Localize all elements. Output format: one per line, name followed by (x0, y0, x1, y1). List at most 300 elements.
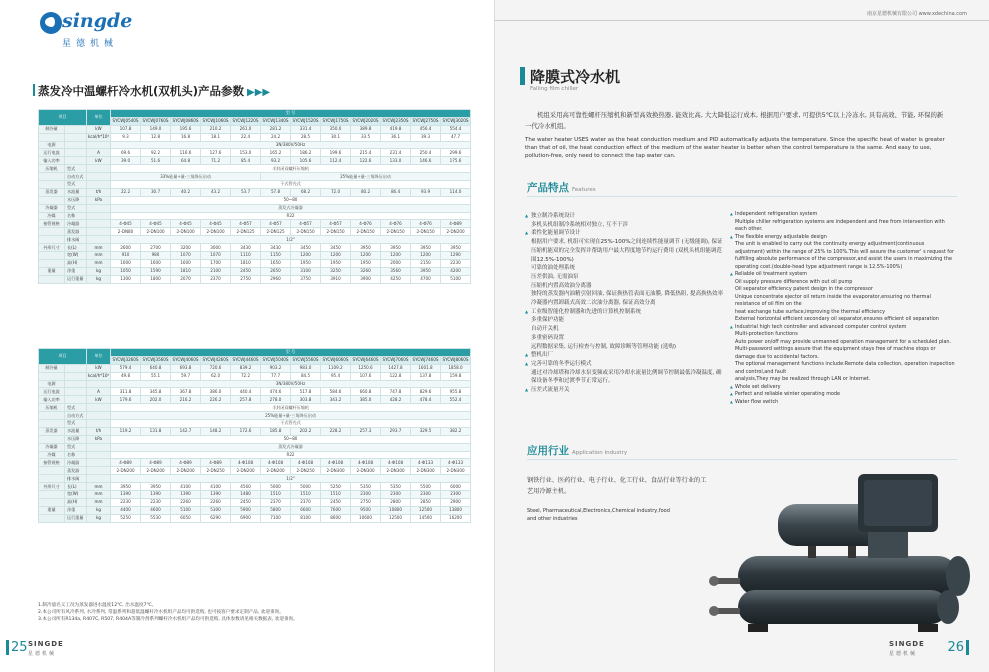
value-cell: 331.4 (291, 125, 321, 133)
value-cell: 1510 (321, 491, 351, 499)
value-cell: 2370 (261, 498, 291, 506)
value-cell: 5000 (261, 483, 291, 491)
feature-item: Oil separator efficiency patent design in the compressor (735, 286, 873, 292)
value-cell: 389.8 (351, 125, 381, 133)
value-cell: 57.8 (261, 188, 291, 196)
value-cell: 69.6 (111, 149, 141, 157)
value-cell: 2000 (381, 259, 411, 267)
value-cell: 210.2 (201, 125, 231, 133)
row-section (39, 435, 65, 443)
value-cell: 7600 (321, 506, 351, 514)
value-cell: 2-DN100 (171, 228, 201, 236)
value-cell: 2-DN150 (321, 228, 351, 236)
value-cell: 5000 (291, 483, 321, 491)
row-label: 长(L) (65, 244, 87, 252)
row-section: 输入功率 (39, 396, 65, 404)
value-cell: 36.1 (381, 133, 411, 141)
logo-text: singde (62, 10, 133, 32)
value-cell: 4-Φ108 (381, 459, 411, 467)
table-row (39, 141, 471, 149)
value-cell: 2-DN150 (411, 228, 441, 236)
value-cell: 1200 (351, 252, 381, 260)
model-cell: SYCWJ2350S (382, 118, 409, 124)
model-cell: SYCWJ1060S (202, 118, 229, 124)
row-label: 排水阀 (65, 475, 87, 483)
value-cell: 329.5 (411, 427, 441, 435)
value-cell: 2750 (231, 275, 261, 283)
value-cell: 5800 (261, 506, 291, 514)
row-unit (87, 212, 111, 220)
value-cell: 2260 (171, 498, 201, 506)
row-unit: mm (87, 491, 111, 499)
row-label: 名称 (65, 451, 87, 459)
value-cell: 4400 (111, 506, 141, 514)
table-row (39, 244, 471, 252)
value-cell: 12500 (411, 506, 441, 514)
value-cell: 77.7 (261, 372, 291, 380)
table-row (39, 427, 471, 435)
logo-cn-text: 星德机械 (62, 39, 119, 49)
value-cell: 1200 (321, 252, 351, 260)
row-section (39, 196, 65, 204)
table-header-row (39, 349, 471, 357)
value-cell: 3910 (321, 275, 351, 283)
value-cell: 4-Φ45 (171, 220, 201, 228)
right-page (495, 0, 989, 672)
value-cell: 95.4 (321, 372, 351, 380)
value-cell: 2-DN200 (141, 467, 171, 475)
value-cell: 12.8 (141, 133, 171, 141)
row-unit: t/h (87, 427, 111, 435)
table-row (39, 388, 471, 396)
value-cell: 33.5 (351, 133, 381, 141)
table-row (39, 443, 471, 451)
row-unit (87, 467, 111, 475)
model-cell: SYCWJ0760S (142, 118, 169, 124)
value-cell: 5350 (381, 483, 411, 491)
table-row (39, 220, 471, 228)
value-cell: 226.2 (201, 396, 231, 404)
value-cell: 4560 (231, 483, 261, 491)
value-cell: 1050 (111, 267, 141, 275)
product-title: 降膜式冷水机 (530, 68, 621, 86)
model-cell: SYCWJ3260S (112, 357, 139, 363)
value-cell: 3560 (381, 267, 411, 275)
value-cell: 12500 (381, 514, 411, 522)
value-cell: 2-DN150 (381, 228, 411, 236)
table-row (39, 165, 471, 173)
value-cell: 84.5 (291, 372, 321, 380)
value-cell: 5250 (111, 514, 141, 522)
value-cell: 3250 (321, 267, 351, 275)
value-cell: 2-DN200 (441, 228, 471, 236)
row-unit (87, 420, 111, 428)
spec-table-1 (38, 109, 471, 284)
row-label: 宽(W) (65, 491, 87, 499)
value-cell: 85.4 (231, 157, 261, 165)
row-unit: mm (87, 498, 111, 506)
value-cell: 2-DN200 (171, 467, 201, 475)
row-section (39, 181, 65, 189)
row-label: 型式 (65, 204, 87, 212)
value-cell: 1800 (141, 275, 171, 283)
table-row (39, 404, 471, 412)
row-unit (87, 459, 111, 467)
value-cell: 1510 (261, 491, 291, 499)
application-text-en: Steel, Pharmaceutical,Electronics,Chemical industry,food and other industries (527, 508, 670, 522)
value-cell: 552.4 (441, 396, 471, 404)
row-unit (87, 228, 111, 236)
value-cell: 195.6 (171, 125, 201, 133)
feature-title: ▲ 工业级智能化控制器和先进的计算机控制系统 (525, 308, 725, 317)
value-cell: 72.0 (321, 188, 351, 196)
value-cell: 839.2 (231, 364, 261, 372)
value-cell: 1/2" (111, 475, 471, 483)
row-unit: A (87, 388, 111, 396)
row-label: 名称 (65, 212, 87, 220)
feature-title: ▲ Water flow switch (730, 399, 955, 407)
value-cell: 1600 (111, 259, 141, 267)
value-cell: 4100 (201, 483, 231, 491)
value-cell: 2230 (111, 498, 141, 506)
features-rule (527, 196, 957, 197)
value-cell: 51.6 (141, 157, 171, 165)
value-cell: 474.6 (261, 388, 291, 396)
row-label (65, 372, 87, 380)
value-cell: 1070 (201, 252, 231, 260)
value-cell: 2-DN80 (111, 228, 141, 236)
table-row (39, 498, 471, 506)
feature-item: 多重保护功能 (531, 317, 565, 324)
value-cell: 蒸发式冷凝器 (111, 443, 471, 451)
value-cell: 1600 (141, 259, 171, 267)
value-cell: 4-Φ89 (141, 459, 171, 467)
value-cell: 2450 (231, 267, 261, 275)
table-row (39, 459, 471, 467)
value-cell: 62.0 (201, 372, 231, 380)
row-label: 自动方式 (65, 173, 87, 181)
value-cell: 955.8 (441, 388, 471, 396)
value-cell: 216.2 (171, 396, 201, 404)
value-cell: 92.2 (141, 149, 171, 157)
row-unit: kW (87, 157, 111, 165)
value-cell: 172.6 (231, 427, 261, 435)
table-row (39, 204, 471, 212)
feature-item: Multi-protection functions (735, 331, 798, 337)
value-cell: 4-Φ108 (351, 459, 381, 467)
feature-item: Oil supply pressure difference with out oil pump (735, 278, 853, 285)
row-unit (87, 443, 111, 451)
value-cell: 2650 (261, 267, 291, 275)
value-cell: 165.2 (261, 149, 291, 157)
value-cell: 980 (141, 252, 171, 260)
table-row (39, 483, 471, 491)
row-label: 排水阀 (65, 236, 87, 244)
value-cell: 4-Φ133 (441, 459, 471, 467)
row-unit (87, 165, 111, 173)
value-cell: 3950 (351, 244, 381, 252)
value-cell: 2-DN300 (411, 467, 441, 475)
value-cell: 2300 (381, 491, 411, 499)
value-cell: 4100 (171, 483, 201, 491)
feature-item: analysis,They may be realized through LAN or Internet. (735, 376, 871, 382)
model-cell: SYCWJ3020S (442, 118, 469, 124)
row-unit: mm (87, 252, 111, 260)
row-section (39, 498, 65, 506)
value-cell: 4-Φ108 (231, 459, 261, 467)
value-cell: 2-DN300 (441, 467, 471, 475)
value-cell: 93.9 (411, 188, 441, 196)
row-unit: kg (87, 267, 111, 275)
row-unit: kg (87, 506, 111, 514)
row-section (39, 514, 65, 522)
value-cell: 116.6 (171, 149, 201, 157)
header-rule (495, 20, 989, 21)
feature-title: ▲ Whole set delivery (730, 384, 955, 392)
row-unit: kPa (87, 435, 111, 443)
value-cell: 5350 (351, 483, 381, 491)
value-cell: 6900 (231, 514, 261, 522)
value-cell: 4-Φ89 (171, 459, 201, 467)
row-section (39, 372, 65, 380)
value-cell: 640.8 (141, 364, 171, 372)
feature-item: 可靠的油处理系统 (531, 265, 576, 272)
value-cell: 16200 (441, 514, 471, 522)
value-cell: 2850 (411, 498, 441, 506)
row-section: 外形尺寸 (39, 483, 65, 491)
value-cell: 1427.8 (381, 364, 411, 372)
value-cell: 6050 (171, 514, 201, 522)
value-cell: 5900 (231, 506, 261, 514)
value-cell: 554.4 (441, 125, 471, 133)
page-number: 25 (6, 640, 28, 655)
row-label: 运行重量 (65, 275, 87, 283)
row-label: 运行重量 (65, 514, 87, 522)
value-cell: 8600 (321, 514, 351, 522)
value-cell: 9500 (351, 506, 381, 514)
row-unit (87, 236, 111, 244)
value-cell: 3950 (411, 244, 441, 252)
value-cell: 693.8 (171, 364, 201, 372)
row-label: 水流量 (65, 427, 87, 435)
value-cell: 24.2 (261, 133, 291, 141)
table-row (39, 451, 471, 459)
footnotes (38, 602, 298, 623)
value-cell: 137.8 (411, 372, 441, 380)
value-cell: 2-DN100 (141, 228, 171, 236)
value-cell: 112.4 (321, 157, 351, 165)
value-cell: 1200 (411, 252, 441, 260)
feature-item: 根据用户要求, 机组可实现在25%-100%之间连续性能量调节 (无级能调), 保证压缩机能双的完全发挥并帮助用户最大程度地节约运行费用 (双机头机组能调范围12.5%-100%) (531, 239, 723, 263)
feature-title: ▲ 柔性化能量调节设计 (525, 229, 725, 238)
feature-title: ▲ Reliable oil treatment system (730, 271, 955, 279)
feature-title: ▲ The flexible energy adjustable design (730, 234, 955, 242)
value-cell: 114.0 (441, 188, 471, 196)
feature-title: ▲ 完善可靠的冬季运行模式 (525, 360, 725, 369)
row-unit: kcal/h*10³ (87, 373, 110, 379)
row-unit (87, 204, 111, 212)
value-cell: 1650 (261, 259, 291, 267)
row-unit (87, 412, 111, 420)
model-cell: SYCWJ1340S (262, 118, 289, 124)
value-cell: 5300 (201, 506, 231, 514)
value-cell: 4250 (381, 275, 411, 283)
features-list-en (730, 211, 955, 406)
row-section (39, 173, 65, 181)
row-section: 外形尺寸 (39, 244, 65, 252)
row-section: 接管规格 (39, 459, 65, 467)
value-cell: 1390 (111, 491, 141, 499)
value-cell: 1300 (111, 275, 141, 283)
row-unit (87, 451, 111, 459)
value-cell: 2300 (411, 491, 441, 499)
value-cell: 8100 (291, 514, 321, 522)
header-project: 项目 (39, 349, 87, 365)
value-cell: 80.2 (351, 188, 381, 196)
model-cell: SYCWJ2750S (412, 118, 439, 124)
value-cell: 2300 (351, 491, 381, 499)
feature-title: ▲ Perfect and reliable winter operating mode (730, 391, 955, 399)
table-row (39, 364, 471, 372)
value-cell: 4-Φ57 (321, 220, 351, 228)
value-cell: 25%能量+量-三角降压启动 (261, 173, 471, 181)
value-cell: R22 (111, 212, 471, 220)
value-cell: 4-Φ45 (141, 220, 171, 228)
model-cell: SYCWJ7060S (382, 357, 409, 363)
table-row (39, 212, 471, 220)
row-section: 运行电流 (39, 149, 65, 157)
feature-item: 压差供油, 无需油泵 (531, 273, 579, 280)
value-cell: 179.6 (111, 396, 141, 404)
value-cell: 3750 (291, 275, 321, 283)
row-label (65, 133, 87, 141)
value-cell: 2-DN100 (201, 228, 231, 236)
value-cell: 105.6 (291, 157, 321, 165)
value-cell: 1390 (171, 491, 201, 499)
model-cell: SYCWJ0540S (112, 118, 139, 124)
value-cell: 4-Φ76 (381, 220, 411, 228)
value-cell: 1858.0 (441, 364, 471, 372)
value-cell: 107.6 (351, 372, 381, 380)
row-label: 水压降 (65, 435, 87, 443)
value-cell: 2-DN125 (231, 228, 261, 236)
value-cell: 6290 (201, 514, 231, 522)
value-cell: 1110 (231, 252, 261, 260)
value-cell: 122.8 (381, 372, 411, 380)
value-cell: 18.1 (201, 133, 231, 141)
value-cell: 293.7 (381, 427, 411, 435)
value-cell: 185.8 (261, 427, 291, 435)
row-label (65, 157, 87, 165)
model-cell: SYCWJ7460S (412, 357, 439, 363)
value-cell: 1590 (141, 267, 171, 275)
table-row (39, 491, 471, 499)
value-cell: 3950 (411, 267, 441, 275)
value-cell: 2-DN200 (111, 467, 141, 475)
value-cell: 4200 (441, 267, 471, 275)
value-cell: 1070 (171, 252, 201, 260)
feature-item: 压缩机内置高效油分离器 (531, 282, 592, 289)
value-cell: 1950 (291, 259, 321, 267)
table-row (39, 181, 471, 189)
row-section: 冷凝器 (39, 204, 65, 212)
value-cell: 3200 (171, 244, 201, 252)
value-cell: 4-Φ89 (441, 220, 471, 228)
value-cell: 202.0 (141, 396, 171, 404)
value-cell: 71.2 (201, 157, 231, 165)
value-cell: 2-DN250 (291, 467, 321, 475)
value-cell: 903.2 (261, 364, 291, 372)
row-label (65, 149, 87, 157)
value-cell: 343.2 (321, 396, 351, 404)
row-section (39, 133, 65, 141)
value-cell: 2800 (381, 498, 411, 506)
row-section (39, 467, 65, 475)
value-cell: 1810 (171, 267, 201, 275)
value-cell: 3450 (291, 244, 321, 252)
table-row (39, 275, 471, 283)
value-cell: 747.8 (381, 388, 411, 396)
value-cell: 2-DN300 (351, 467, 381, 475)
row-section (39, 259, 65, 267)
value-cell: 303.8 (291, 396, 321, 404)
row-label (65, 364, 87, 372)
value-cell: 215.4 (351, 149, 381, 157)
table-row (39, 259, 471, 267)
row-label: 高(H) (65, 498, 87, 506)
value-cell: 2370 (291, 498, 321, 506)
row-label: 净重 (65, 506, 87, 514)
model-cell: SYCWJ4060S (172, 357, 199, 363)
feature-item: 自动开关机 (531, 326, 559, 333)
value-cell: 4-Φ108 (291, 459, 321, 467)
row-section: 制冷量 (39, 364, 65, 372)
value-cell: 3000 (201, 244, 231, 252)
value-cell: 419.8 (381, 125, 411, 133)
table-row (39, 228, 471, 236)
value-cell: 660.8 (351, 388, 381, 396)
title-arrow-icon: ▶▶▶ (247, 87, 271, 98)
left-footer (6, 638, 86, 660)
value-cell: 1480 (231, 491, 261, 499)
value-cell: 2-DN150 (351, 228, 381, 236)
value-cell: 1601.8 (411, 364, 441, 372)
row-label: 冷凝器 (65, 459, 87, 467)
feature-item: The optional management functions include:Remote data collection, operation inspection and control,and fault (735, 361, 955, 375)
row-unit (87, 404, 111, 412)
row-label: 蒸发器 (65, 467, 87, 475)
value-cell: 2960 (261, 275, 291, 283)
row-label: 蒸发器 (65, 228, 87, 236)
value-cell: 119.2 (111, 427, 141, 435)
value-cell: 440.4 (231, 388, 261, 396)
feature-title: ▲ 独立制冷系统设计 (525, 212, 725, 221)
row-unit: kg (87, 514, 111, 522)
row-label: 净重 (65, 267, 87, 275)
model-cell: SYCWJ6060S (322, 357, 349, 363)
table-row (39, 157, 471, 165)
value-cell: 39.0 (111, 157, 141, 165)
value-cell: 517.8 (291, 388, 321, 396)
value-cell: 1950 (351, 259, 381, 267)
value-cell: 4-Φ57 (231, 220, 261, 228)
row-unit (87, 141, 111, 149)
value-cell: 3N/380V/50Hz (111, 380, 471, 388)
model-cell: SYCWJ1520S (292, 118, 319, 124)
table-row (39, 125, 471, 133)
row-section: 电源 (39, 380, 65, 388)
row-label: 水流量 (65, 188, 87, 196)
